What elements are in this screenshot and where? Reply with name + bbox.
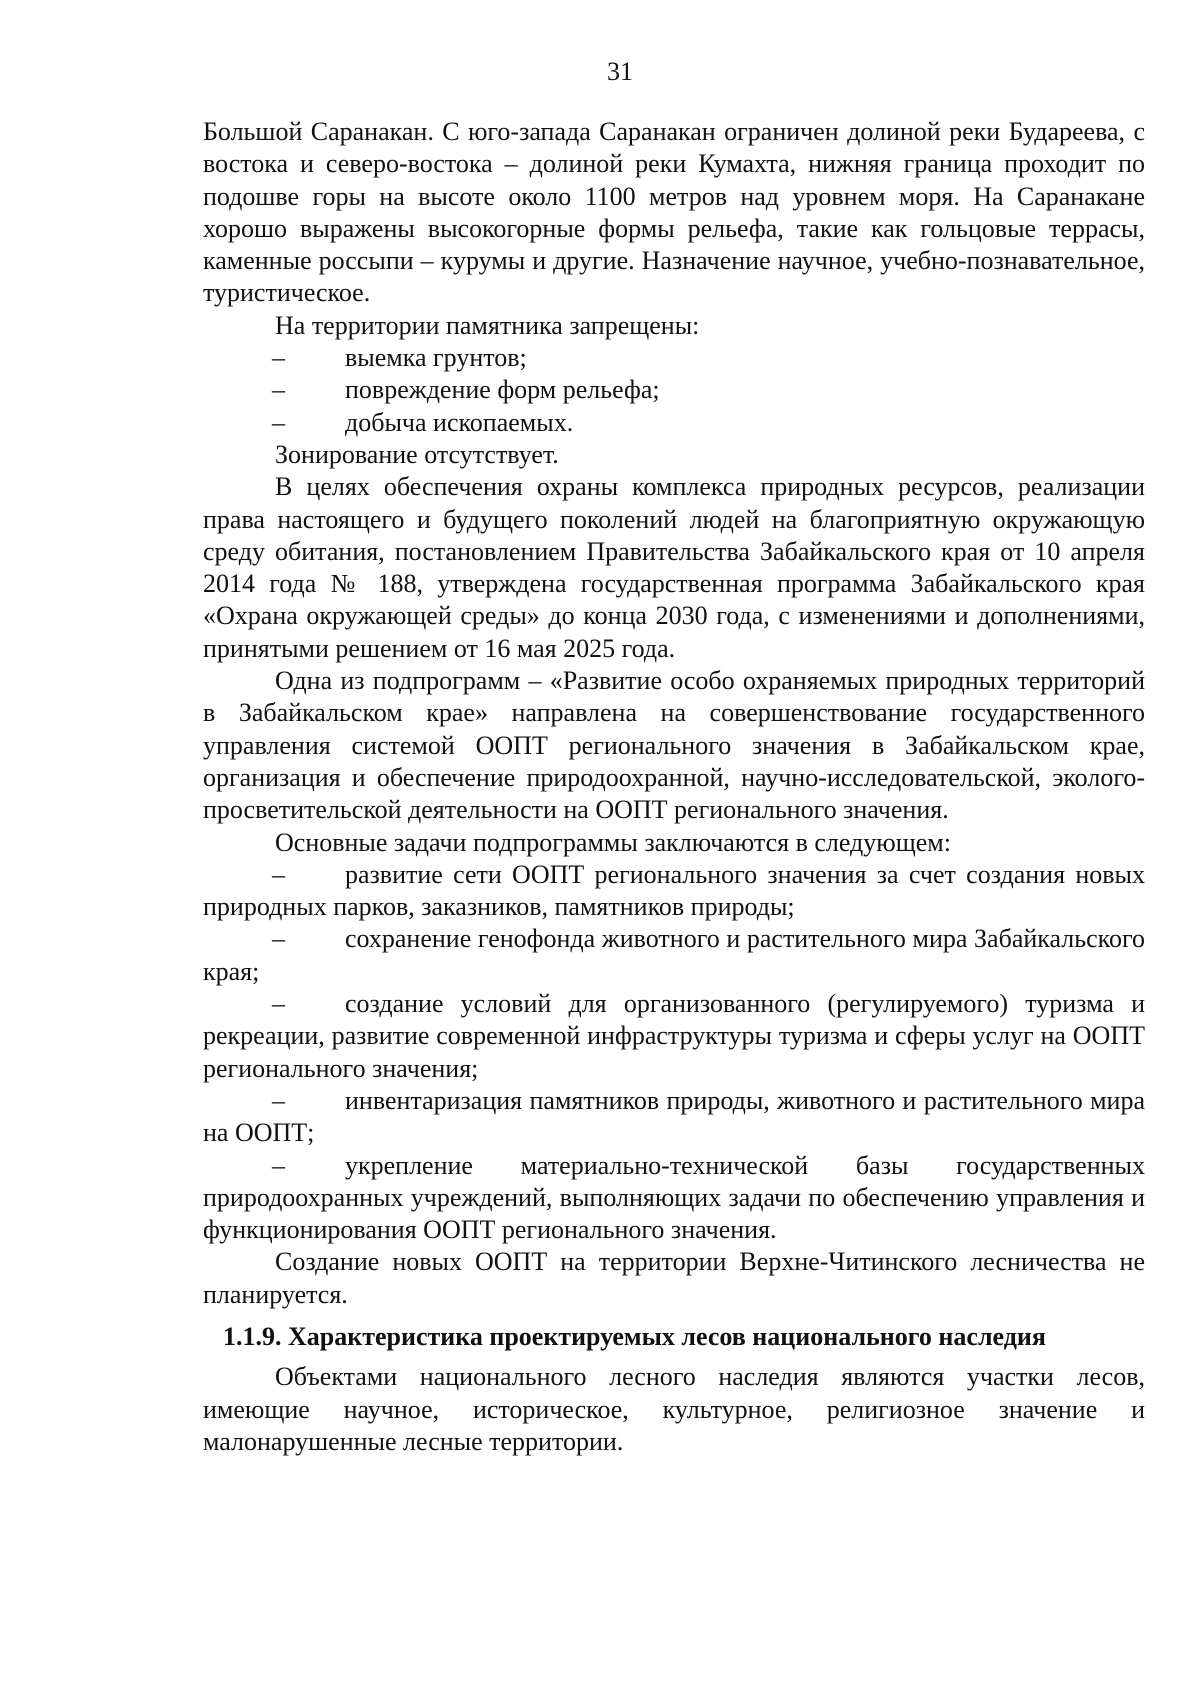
list-item bbox=[203, 923, 1145, 988]
list-item bbox=[203, 1085, 1145, 1150]
list-item bbox=[203, 1150, 1145, 1247]
document-body bbox=[203, 116, 1145, 1458]
dash-marker: – bbox=[272, 407, 285, 437]
intro-paragraph: Большой Саранакан. С юго-запада Саранакан ограничен долиной реки Бударeева, с востока и северо-востока – долиной реки Кумахта, нижняя граница проходит по подошве горы на высоте около 1100 метров над уровнем моря. На Саранакане хорошо выражены высокогорные формы рельефа, такие как гольцовые террасы, каменные россыпи – курумы и другие. Назначение научное, учебно-познавательное, туристическое. bbox=[203, 117, 1145, 308]
program-paragraph: В целях обеспечения охраны комплекса природных ресурсов, реализации права настоящего и будущего поколений людей на благоприятную окружающую среду обитания, постановлением Правительства Забайкальского края от 10 апреля 2014 года № 188, утверждена государственная программа Забайкальского края «Охрана окружающей среды» до конца 2030 года, с изменениями и дополнениями, принятыми решением от 16 мая 2025 года. bbox=[203, 472, 1145, 663]
prohibited-list bbox=[203, 342, 1145, 439]
dash-marker: – bbox=[272, 375, 285, 405]
tasks-list bbox=[203, 859, 1145, 1247]
new-oopt-paragraph: Создание новых ООПТ на территории Верхне-Читинского лесничества не планируется. bbox=[203, 1247, 1145, 1309]
dash-marker: – bbox=[272, 343, 285, 373]
dash-marker: – bbox=[272, 1085, 285, 1115]
list-item bbox=[203, 374, 1145, 406]
dash-marker: – bbox=[272, 989, 285, 1019]
dash-marker: – bbox=[272, 1150, 285, 1180]
prohibited-intro: На территории памятника запрещены: bbox=[275, 310, 700, 340]
list-item-text: выемка грунтов; bbox=[345, 343, 527, 373]
subprogram-paragraph: Одна из подпрограмм – «Развитие особо охраняемых природных территорий в Забайкальском крае» направлена на совершенствование государственного управления системой ООПТ регионального значения в Забайкальском крае, организация и обеспечение природоохранной, научно-исследовательской, эколого-просветительской деятельности на ООПТ регионального значения. bbox=[203, 666, 1145, 825]
list-item-text: повреждение форм рельефа; bbox=[345, 375, 660, 405]
list-item-text: инвентаризация памятников природы, животного и растительного мира на ООПТ; bbox=[203, 1085, 1145, 1148]
page-number: 31 bbox=[607, 57, 633, 86]
list-item bbox=[203, 342, 1145, 374]
list-item-text: развитие сети ООПТ регионального значения за счет создания новых природных парков, заказников, памятников природы; bbox=[203, 859, 1145, 922]
zoning-paragraph: Зонирование отсутствует. bbox=[275, 439, 559, 469]
heritage-paragraph: Объектами национального лесного наследия являются участки лесов, имеющие научное, историческое, культурное, религиозное значение и малонарушенные лесные территории. bbox=[203, 1362, 1145, 1456]
list-item-text: добыча ископаемых. bbox=[345, 407, 574, 437]
list-item-text: сохранение генофонда животного и растительного мира Забайкальского края; bbox=[203, 924, 1145, 986]
dash-marker: – bbox=[272, 859, 285, 889]
tasks-intro: Основные задачи подпрограммы заключаются в следующем: bbox=[275, 827, 951, 857]
list-item bbox=[203, 988, 1145, 1085]
list-item-text: создание условий для организованного (регулируемого) туризма и рекреации, развитие современной инфраструктуры туризма и сферы услуг на ООПТ регионального значения; bbox=[203, 989, 1145, 1083]
list-item bbox=[203, 859, 1145, 924]
list-item bbox=[203, 407, 1145, 439]
dash-marker: – bbox=[272, 924, 285, 954]
list-item-text: укрепление материально-технической базы государственных природоохранных учреждений, выполняющих задачи по обеспечению управления и функционирования ООПТ регионального значения. bbox=[203, 1150, 1145, 1245]
section-heading: 1.1.9. Характеристика проектируемых лесов национального наследия bbox=[223, 1321, 1046, 1351]
